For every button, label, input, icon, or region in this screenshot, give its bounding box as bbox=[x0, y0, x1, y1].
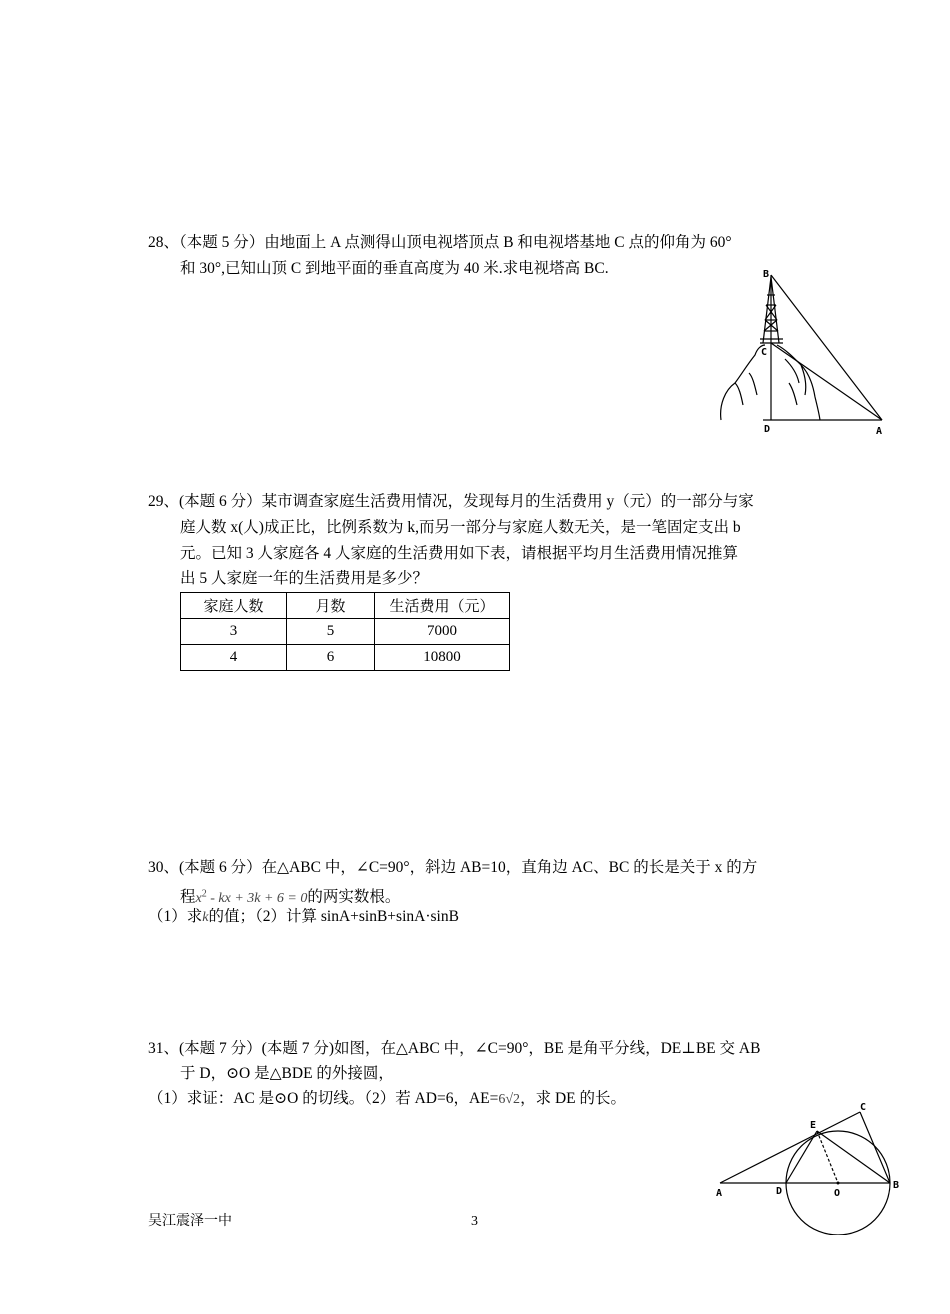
table-cell: 5 bbox=[287, 619, 375, 645]
cost-table bbox=[180, 592, 510, 671]
q30-line-2-suffix: 的两实数根。 bbox=[307, 888, 401, 906]
q30-line-3-suffix: 的值；（2）计算 sinA+sinB+sinA·sinB bbox=[208, 908, 459, 925]
table-cell: 10800 bbox=[375, 645, 510, 671]
label-c: C bbox=[860, 1102, 867, 1113]
table-row bbox=[181, 619, 510, 645]
label-d: D bbox=[764, 424, 771, 435]
equation-rest: - kx + 3k + 6 = 0 bbox=[206, 890, 308, 906]
q28-line-1: 28、（本题 5 分）由地面上 A 点测得山顶电视塔顶点 B 和电视塔基地 C 点的仰角为 60° bbox=[148, 234, 732, 251]
q29-line-2: 庭人数 x(人)成正比，比例系数为 k,而另一部分与家庭人数无关，是一笔固定支出 b bbox=[180, 519, 741, 536]
page-number: 3 bbox=[471, 1214, 478, 1229]
center-point-o bbox=[837, 1182, 840, 1185]
line-ed bbox=[786, 1131, 817, 1183]
table-cell: 7000 bbox=[375, 619, 510, 645]
line-ac bbox=[720, 1112, 860, 1183]
label-d: D bbox=[776, 1186, 783, 1197]
q30-line-3-prefix: （1）求 bbox=[148, 908, 203, 925]
line-ca bbox=[771, 343, 882, 420]
header-cost: 生活费用（元） bbox=[375, 593, 510, 619]
equation-exponent: 2 bbox=[201, 888, 207, 899]
q30-line-2-prefix: 程 bbox=[180, 888, 196, 906]
label-b: B bbox=[893, 1180, 900, 1191]
header-family-size: 家庭人数 bbox=[181, 593, 287, 619]
q31-line-2: 于 D，⊙O 是△BDE 的外接圆， bbox=[180, 1065, 394, 1082]
ae-value: 6√2 bbox=[498, 1092, 521, 1107]
q28-line-2: 和 30°,已知山顶 C 到地平面的垂直高度为 40 米.求电视塔高 BC. bbox=[180, 260, 609, 277]
label-o: O bbox=[834, 1188, 841, 1199]
line-ba bbox=[771, 275, 882, 420]
q29-line-4: 出 5 人家庭一年的生活费用是多少？ bbox=[180, 570, 429, 587]
label-c: C bbox=[761, 347, 768, 358]
header-months: 月数 bbox=[287, 593, 375, 619]
q29-line-3: 元。已知 3 人家庭各 4 人家庭的生活费用如下表，请根据平均月生活费用情况推算 bbox=[180, 545, 739, 562]
q31-line-1: 31、(本题 7 分）(本题 7 分)如图，在△ABC 中，∠C=90°，BE 是角平分线，DE⊥BE 交 AB bbox=[148, 1040, 761, 1057]
q31-line-3-prefix: （1）求证：AC 是⊙O 的切线。（2）若 AD=6，AE= bbox=[148, 1090, 499, 1107]
q31-line-3-suffix: ，求 DE 的长。 bbox=[520, 1090, 626, 1107]
table-row bbox=[181, 645, 510, 671]
q30-line-2 bbox=[180, 884, 400, 909]
tower-figure bbox=[705, 265, 900, 440]
table-cell: 6 bbox=[287, 645, 375, 671]
variable-k: k bbox=[202, 910, 209, 925]
equation-x: x bbox=[195, 890, 202, 906]
q31-line-3 bbox=[148, 1089, 626, 1110]
quadratic-equation bbox=[195, 888, 308, 906]
q30-line-3 bbox=[148, 907, 459, 928]
label-b: B bbox=[763, 269, 770, 280]
mountain bbox=[721, 345, 820, 420]
q29-line-1: 29、(本题 6 分）某市调查家庭生活费用情况，发现每月的生活费用 y（元）的一部分与家 bbox=[148, 493, 754, 510]
label-a: A bbox=[716, 1188, 723, 1199]
label-a: A bbox=[876, 426, 883, 437]
table-cell: 3 bbox=[181, 619, 287, 645]
table-header-row bbox=[181, 593, 510, 619]
q30-line-1: 30、(本题 6 分）在△ABC 中，∠C=90°，斜边 AB=10，直角边 AC、BC 的长是关于 x 的方 bbox=[148, 859, 758, 876]
circle-figure bbox=[712, 1100, 912, 1235]
label-e: E bbox=[810, 1120, 817, 1131]
footer-school: 吴江震泽一中 bbox=[148, 1214, 232, 1229]
table-cell: 4 bbox=[181, 645, 287, 671]
